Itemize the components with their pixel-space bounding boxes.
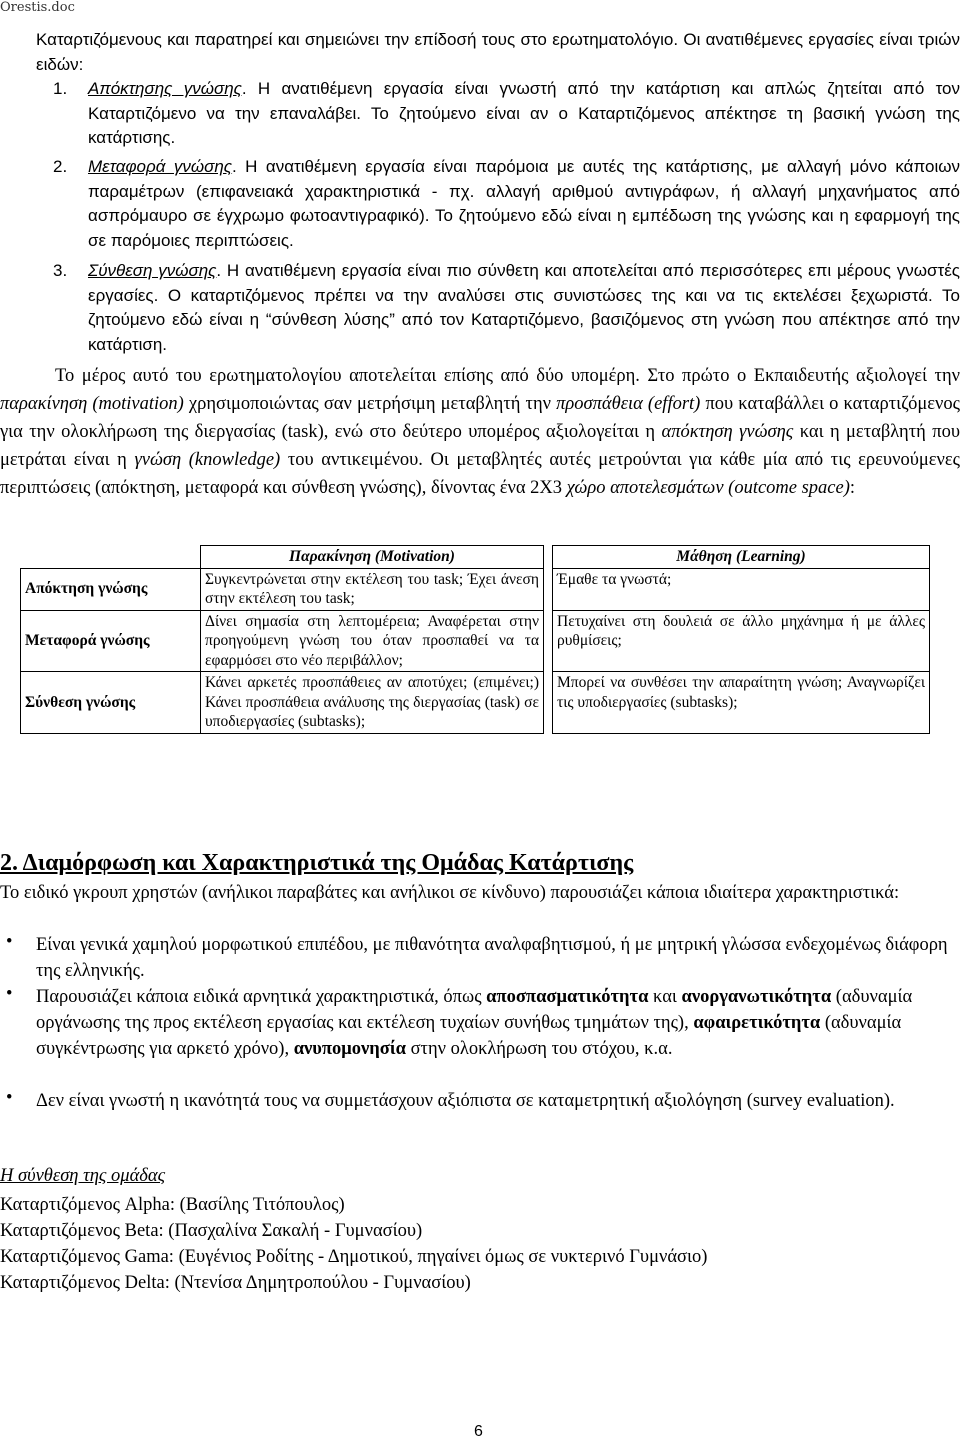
member-beta: Καταρτιζόμενος Beta: (Πασχαλίνα Σακαλή - Γυμνασίου) — [0, 1221, 423, 1241]
cell-learning-transfer: Πετυχαίνει στη δουλειά σε άλλο μηχάνημα ή με άλλες ρυθμίσεις; — [553, 610, 930, 672]
item-3 — [88, 259, 960, 357]
table-row — [21, 610, 930, 672]
member-delta: Καταρτιζόμενος Delta: (Ντενίσα Δημητροπούλου - Γυμνασίου) — [0, 1273, 471, 1293]
bullet-1: Είναι γενικά χαμηλού μορφωτικού επιπέδου, με πιθανότητα αναλφαβητισμού, ή με μητρική γλώσσα ενδεχομένως διάφορη της ελληνικής. — [36, 935, 948, 981]
member-alpha: Καταρτιζόμενος Alpha: (Βασίλης Τιτόπουλος) — [0, 1195, 345, 1215]
para2-text-k: : — [849, 478, 856, 498]
bullet-2-term-1: αποσπασματικότητα — [486, 987, 649, 1007]
bullet-2-text-c: και — [648, 987, 682, 1007]
item-1-text: . Η ανατιθέμενη εργασία είναι γνωστή από την κατάρτιση και απλώς ζητείται από τον Καταρτιζόμενο να την επαναλάβει. Το ζητούμενο είναι αν ο Καταρτιζόμενος απέκτησε τη βασική γνώση της κατάρτισης. — [88, 79, 960, 147]
bullet-marker-1: • — [6, 932, 13, 952]
item-number-1: 1. — [53, 79, 68, 98]
row-label-transfer: Μεταφορά γνώσης — [21, 610, 201, 672]
bullet-2-term-2: ανοργανωτικότητα — [681, 987, 832, 1007]
para2-text-i: του αντικειμένου. Οι μεταβλητές αυτές μετρούνται για κάθε μία από τις ερευνούμενες περιπτώσεις (απόκτηση, μεταφορά και σύνθεση γνώσης), δίνοντας ένα 2Χ3 — [0, 450, 960, 498]
bullet-2-text-i: στην ολοκλήρωση του στόχου, κ.α. — [405, 1039, 673, 1059]
intro-paragraph: Καταρτιζόμενους και παρατηρεί και σημειώνει την επίδοσή τους στο ερωτηματολόγιο. Οι ανατιθέμενες εργασίες είναι τριών ειδών: — [36, 30, 960, 74]
para2-text-c: χρησιμοποιώντας σαν μετρήσιμη μεταβλητή την — [183, 394, 557, 414]
item-2 — [88, 155, 960, 253]
para2-effort: προσπάθεια (effort) — [556, 394, 701, 414]
section-intro: Το ειδικό γκρουπ χρηστών (ανήλικοι παραβάτες και ανήλικοι σε κίνδυνο) παρουσιάζει κάποια ιδιαίτερα χαρακτηριστικά: — [0, 883, 900, 903]
bullet-2-term-3: αφαιρετικότητα — [693, 1013, 821, 1033]
group-title: Η σύνθεση της ομάδας — [0, 1166, 166, 1186]
bullet-marker-2: • — [6, 984, 13, 1004]
bullet-2-text-a: Παρουσιάζει κάποια ειδικά αρνητικά χαρακτηριστικά, όπως — [36, 987, 487, 1007]
item-number-3: 3. — [53, 261, 68, 280]
bullet-marker-3: • — [6, 1088, 13, 1108]
para2-knowledge: γνώση (knowledge) — [134, 450, 281, 470]
para2-text-a: Το μέρος αυτό του ερωτηματολογίου αποτελείται επίσης από δύο υπομέρη. Στο πρώτο ο Εκπαιδευτής αξιολογεί την — [55, 366, 960, 386]
bullet-2-text-g: (αδυναμία συγκέντρωσης για αρκετό χρόνο), — [36, 1013, 902, 1059]
para2-text-e: που καταβάλλει ο καταρτιζόμενος για την ολοκλήρωση της διεργασίας (task), ενώ στο δεύτερο υπομέρος αξιολογείται η — [0, 394, 960, 442]
bullet-2-text-e: (αδυναμία οργάνωσης της προς εκτέλεση εργασίας και εκτέλεση τυχαίων συνήθως τμημάτων της), — [36, 987, 913, 1033]
para2-outcome-space: χώρο αποτελεσμάτων (outcome space) — [566, 478, 850, 498]
bullet-2-term-4: ανυπομονησία — [293, 1039, 406, 1059]
para2-text-g: και η μεταβλητή που μετράται είναι η — [0, 422, 960, 470]
item-1-title: Απόκτησης γνώσης — [88, 79, 242, 98]
bullet-3: Δεν είναι γνωστή η ικανότητά τους να συμμετάσχουν αξιόπιστα σε καταμετρητική αξιολόγηση (survey evaluation). — [36, 1091, 895, 1111]
table-header-row — [21, 546, 930, 569]
row-label-synthesis: Σύνθεση γνώσης — [21, 672, 201, 734]
item-3-text: . Η ανατιθέμενη εργασία είναι πιο σύνθετη και αποτελείται από περισσότερες επι μέρους γνωστές εργασίες. Ο καταρτιζόμενος πρέπει να την αναλύσει στις συνιστώσες της και να τις εκτελέσει ξεχωριστά. Το ζητούμενο εδώ είναι η “σύνθεση λύσης” από τον Καταρτιζόμενο, βασιζόμενος στη γνώση που απέκτησε από την κατάρτιση. — [88, 261, 960, 354]
table-row — [21, 672, 930, 734]
bullet-2 — [36, 984, 960, 1062]
cell-learning-synthesis: Μπορεί να συνθέσει την απαραίτητη γνώση; Αναγνωρίζει τις υποδιεργασίες (subtasks); — [553, 672, 930, 734]
cell-learning-acquisition: Έμαθε τα γνωστά; — [553, 568, 930, 610]
item-number-2: 2. — [53, 157, 68, 176]
section-heading: 2. Διαμόρφωση και Χαρακτηριστικά της Ομάδας Κατάρτισης — [0, 850, 634, 876]
para2-acquisition: απόκτηση γνώσης — [661, 422, 794, 442]
cell-motivation-acquisition: Συγκεντρώνεται στην εκτέλεση του task; Έχει άνεση στην εκτέλεση του task; — [201, 568, 544, 610]
document-header: Orestis.doc — [0, 0, 75, 15]
outcome-paragraph — [0, 362, 960, 502]
table-row — [21, 568, 930, 610]
cell-motivation-transfer: Δίνει σημασία στη λεπτομέρεια; Αναφέρεται στην προηγούμενη γνώση του όταν προσπαθεί να τα εφαρμόσει στο νέο περιβάλλον; — [201, 610, 544, 672]
row-label-acquisition: Απόκτηση γνώσης — [21, 568, 201, 610]
item-3-title: Σύνθεση γνώσης — [88, 261, 217, 280]
item-2-text: . Η ανατιθέμενη εργασία είναι παρόμοια με αυτές της κατάρτισης, με αλλαγή μόνο κάποιων παραμέτρων (επιφανειακά χαρακτηριστικά - πχ. αλλαγή αριθμού αντιγράφων, ή αλλαγή μηχανήματος από ασπρόμαυρο σε έγχρωμο φωτοαντιγραφικό). Το ζητούμενο εδώ είναι η εμπέδωση της γνώσης και η εφαρμογή της σε παρόμοιες περιπτώσεις. — [88, 157, 960, 250]
para2-motivation: παρακίνηση (motivation) — [0, 394, 184, 414]
outcome-table — [20, 545, 930, 734]
item-2-title: Μεταφορά γνώσης — [88, 157, 233, 176]
page-number: 6 — [474, 1423, 483, 1440]
item-1 — [88, 77, 960, 151]
header-learning: Μάθηση (Learning) — [553, 546, 930, 569]
header-motivation: Παρακίνηση (Motivation) — [201, 546, 544, 569]
cell-motivation-synthesis: Κάνει αρκετές προσπάθειες αν αποτύχει; (επιμένει;) Κάνει προσπάθεια ανάλυσης της διεργασίας (task) σε υποδιεργασίες (subtasks); — [201, 672, 544, 734]
member-gama: Καταρτιζόμενος Gama: (Ευγένιος Ροδίτης - Δημοτικού, πηγαίνει όμως σε νυκτερινό Γυμνάσιο) — [0, 1247, 708, 1267]
